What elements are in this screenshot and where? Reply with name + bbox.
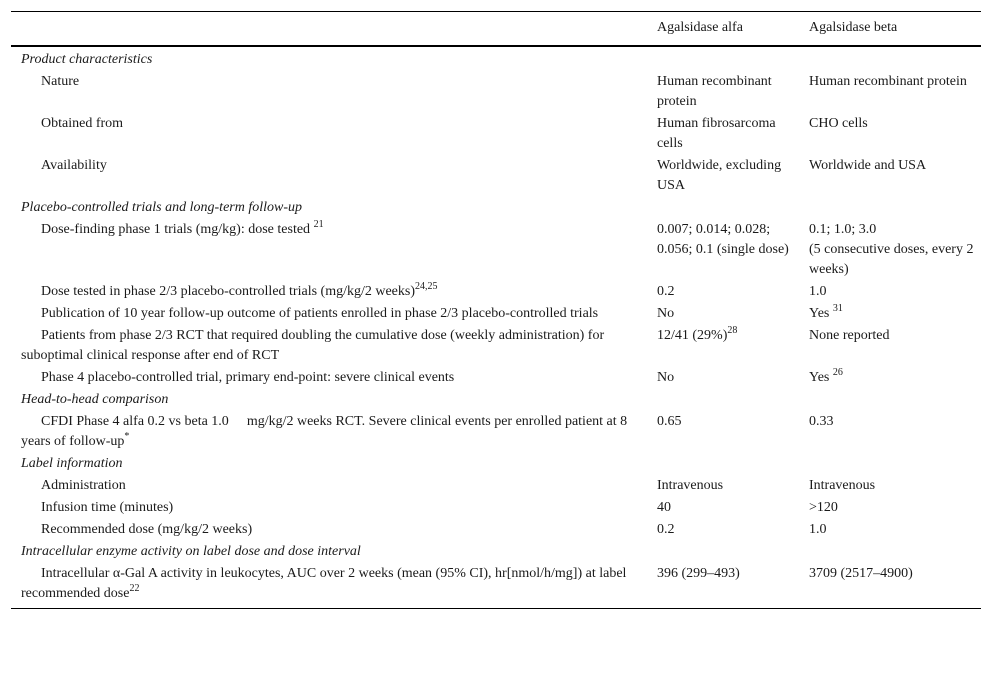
section-trials-title: Placebo-controlled trials and long-term follow-up bbox=[21, 200, 303, 215]
row-label: Infusion time (minutes) bbox=[41, 500, 174, 515]
table-body bbox=[11, 46, 981, 609]
reference-sup: 21 bbox=[313, 219, 324, 230]
row-label: Dose tested in phase 2/3 placebo-controlled trials (mg/kg/2 weeks)$^{24,25}$ bbox=[41, 281, 438, 299]
table-row bbox=[11, 475, 981, 497]
section-intracellular-title: Intracellular enzyme activity on label dose and dose interval bbox=[21, 544, 361, 559]
section-head-to-head-title: Head-to-head comparison bbox=[21, 392, 169, 407]
row-label: CFDI Phase 4 alfa 0.2 vs beta 1.0 mg/kg/2 weeks RCT. Severe clinical events per enrolled patient at 8 years of follow-up* bbox=[21, 414, 628, 449]
row-label: Obtained from bbox=[41, 116, 124, 131]
cell-alfa: No bbox=[657, 306, 675, 321]
table-row bbox=[11, 281, 981, 303]
row-label: Intracellular α-Gal A activity in leukocytes, AUC over 2 weeks (mean (95% CI), hr[nmol/h/mg]) at label recommended dose$^{22}$ bbox=[21, 566, 627, 601]
reference-sup: 26 bbox=[832, 367, 843, 378]
cell-beta: CHO cells bbox=[809, 116, 868, 131]
cell-alfa: 12/41 $(29\%)^{28}$ bbox=[657, 325, 738, 343]
table-row bbox=[11, 71, 981, 113]
header-agalsidase-alfa: Agalsidase alfa bbox=[657, 20, 743, 35]
cell-alfa: 0.007; 0.014; 0.028; 0.056; 0.1 (single dose) bbox=[657, 222, 789, 257]
table-row bbox=[11, 519, 981, 541]
cell-alfa: Worldwide, excluding USA bbox=[657, 158, 782, 193]
cell-alfa: 396 (299–493) bbox=[657, 566, 740, 581]
table-row bbox=[11, 303, 981, 325]
row-label: Publication of 10 year follow-up outcome of patients enrolled in phase 2/3 placebo-controlled trials bbox=[41, 306, 599, 321]
reference-sup: 31 bbox=[832, 303, 843, 314]
row-label: Patients from phase 2/3 RCT that required doubling the cumulative dose (weekly administration) for suboptimal clinical response after end of RCT bbox=[21, 328, 605, 363]
table-row bbox=[11, 219, 981, 281]
cell-alfa: Intravenous bbox=[657, 478, 724, 493]
cell-alfa: No bbox=[657, 370, 675, 385]
cell-alfa: 0.65 bbox=[657, 414, 682, 429]
section-row bbox=[11, 389, 981, 411]
table-header bbox=[11, 12, 981, 47]
section-row bbox=[11, 197, 981, 219]
section-row bbox=[11, 541, 981, 563]
table-row bbox=[11, 411, 981, 453]
reference-sup: 24,25 bbox=[415, 281, 438, 292]
cell-alfa: Human fibrosarcoma cells bbox=[657, 116, 776, 151]
cell-beta: >120 bbox=[809, 500, 838, 515]
comparison-table bbox=[11, 11, 981, 609]
cell-beta: Intravenous bbox=[809, 478, 876, 493]
cell-beta: Yes $^{26}$ bbox=[809, 367, 843, 385]
cell-beta: 0.1; 1.0; 3.0 (5 consecutive doses, every 2 weeks) bbox=[809, 222, 974, 277]
cell-beta: 3709 (2517–4900) bbox=[809, 566, 913, 581]
header-agalsidase-beta: Agalsidase beta bbox=[809, 20, 898, 35]
reference-sup: 28 bbox=[727, 325, 738, 336]
section-row bbox=[11, 46, 981, 71]
table-row bbox=[11, 497, 981, 519]
cell-beta: Yes $^{31}$ bbox=[809, 303, 843, 321]
section-product-title: Product characteristics bbox=[21, 52, 153, 67]
row-label: Recommended dose (mg/kg/2 weeks) bbox=[41, 522, 253, 537]
row-label: Availability bbox=[41, 158, 107, 173]
cell-beta: 0.33 bbox=[809, 414, 834, 429]
row-label: Phase 4 placebo-controlled trial, primary end-point: severe clinical events bbox=[41, 370, 455, 385]
cell-beta: Human recombinant protein bbox=[809, 74, 967, 89]
cell-alfa: 0.2 bbox=[657, 522, 675, 537]
reference-sup: 22 bbox=[129, 583, 140, 594]
cell-alfa: 0.2 bbox=[657, 284, 675, 299]
row-label: Administration bbox=[41, 478, 126, 493]
cell-alfa: Human recombinant protein bbox=[657, 74, 772, 109]
table-row bbox=[11, 113, 981, 155]
section-row bbox=[11, 453, 981, 475]
cell-alfa: 40 bbox=[657, 500, 671, 515]
section-label-info-title: Label information bbox=[21, 456, 123, 471]
table-row bbox=[11, 155, 981, 197]
footnote-sup: * bbox=[124, 431, 130, 442]
table-row bbox=[11, 563, 981, 609]
row-label: Nature bbox=[41, 74, 80, 89]
cell-beta: 1.0 bbox=[809, 522, 827, 537]
cell-beta: Worldwide and USA bbox=[809, 158, 927, 173]
row-label: Dose-finding phase 1 trials (mg/kg): dose tested $^{21}$ bbox=[41, 219, 324, 237]
cell-beta: 1.0 bbox=[809, 284, 827, 299]
table-row bbox=[11, 325, 981, 367]
cell-beta: None reported bbox=[809, 328, 890, 343]
header-row bbox=[11, 12, 981, 47]
table-row bbox=[11, 367, 981, 389]
header-label bbox=[11, 12, 647, 47]
